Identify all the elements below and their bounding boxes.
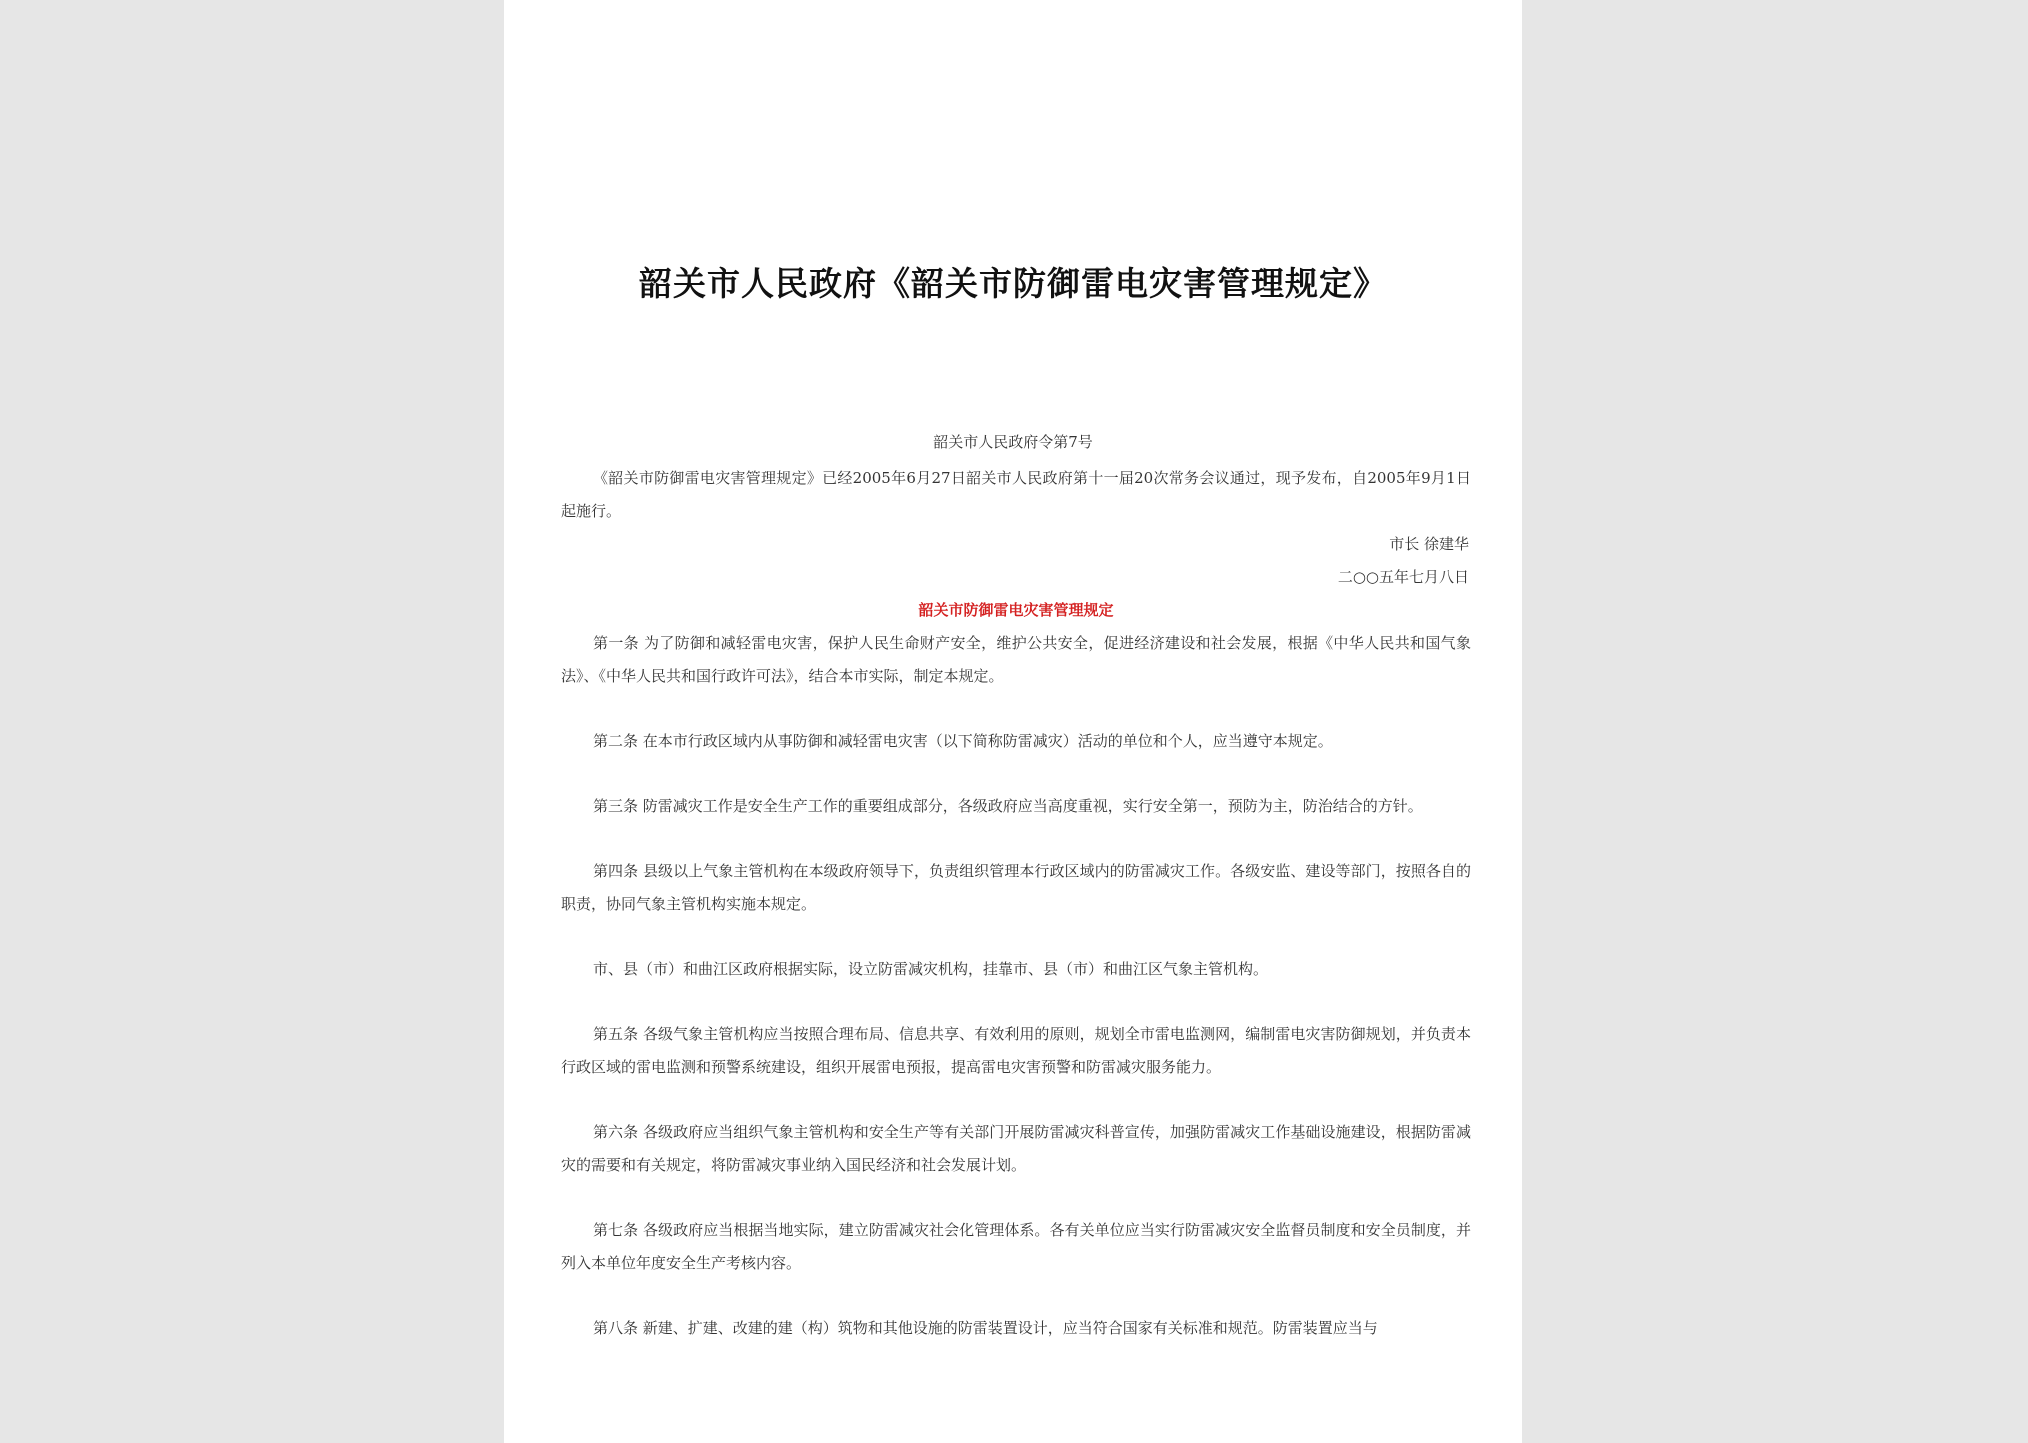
- article-4-clause: 市、县（市）和曲江区政府根据实际，设立防雷减灾机构，挂靠市、县（市）和曲江区气象主管机构。: [593, 960, 1269, 978]
- article-4: 第四条 县级以上气象主管机构在本级政府领导下，负责组织管理本行政区域内的防雷减灾工作。各级安监、建设等部门，按照各自的职责，协同气象主管机构实施本规定。: [561, 862, 1471, 913]
- article-5: 第五条 各级气象主管机构应当按照合理布局、信息共享、有效利用的原则，规划全市雷电监测网，编制雷电灾害防御规划，并负责本行政区域的雷电监测和预警系统建设，组织开展雷电预报，提高雷电灾害预警和防雷减灾服务能力。: [561, 1025, 1471, 1076]
- article-1: 第一条 为了防御和减轻雷电灾害，保护人民生命财产安全，维护公共安全，促进经济建设和社会发展，根据《中华人民共和国气象法》、《中华人民共和国行政许可法》，结合本市实际，制定本规定。: [561, 634, 1471, 685]
- signer: 市长 徐建华: [1389, 535, 1469, 553]
- intro-paragraph: 《韶关市防御雷电灾害管理规定》已经2005年6月27日韶关市人民政府第十一届20次常务会议通过，现予发布，自2005年9月1日起施行。: [561, 469, 1471, 520]
- document-title: 韶关市人民政府《韶关市防御雷电灾害管理规定》: [639, 264, 1387, 303]
- article-8: 第八条 新建、扩建、改建的建（构）筑物和其他设施的防雷装置设计，应当符合国家有关标准和规范。防雷装置应当与: [593, 1319, 1378, 1337]
- issue-date: 二○○五年七月八日: [1337, 568, 1469, 586]
- article-7: 第七条 各级政府应当根据当地实际，建立防雷减灾社会化管理体系。各有关单位应当实行防雷减灾安全监督员制度和安全员制度，并列入本单位年度安全生产考核内容。: [561, 1221, 1471, 1272]
- article-6: 第六条 各级政府应当组织气象主管机构和安全生产等有关部门开展防雷减灾科普宣传，加强防雷减灾工作基础设施建设，根据防雷减灾的需要和有关规定，将防雷减灾事业纳入国民经济和社会发展计划。: [561, 1123, 1471, 1174]
- regulation-title: 韶关市防御雷电灾害管理规定: [918, 601, 1114, 619]
- document-page: [504, 0, 1522, 1443]
- document-body: [561, 462, 1471, 1345]
- order-number: 韶关市人民政府令第7号: [933, 433, 1093, 451]
- article-2: 第二条 在本市行政区域内从事防御和减轻雷电灾害（以下简称防雷减灾）活动的单位和个人，应当遵守本规定。: [593, 732, 1333, 750]
- article-3: 第三条 防雷减灾工作是安全生产工作的重要组成部分，各级政府应当高度重视，实行安全第一，预防为主，防治结合的方针。: [593, 797, 1423, 815]
